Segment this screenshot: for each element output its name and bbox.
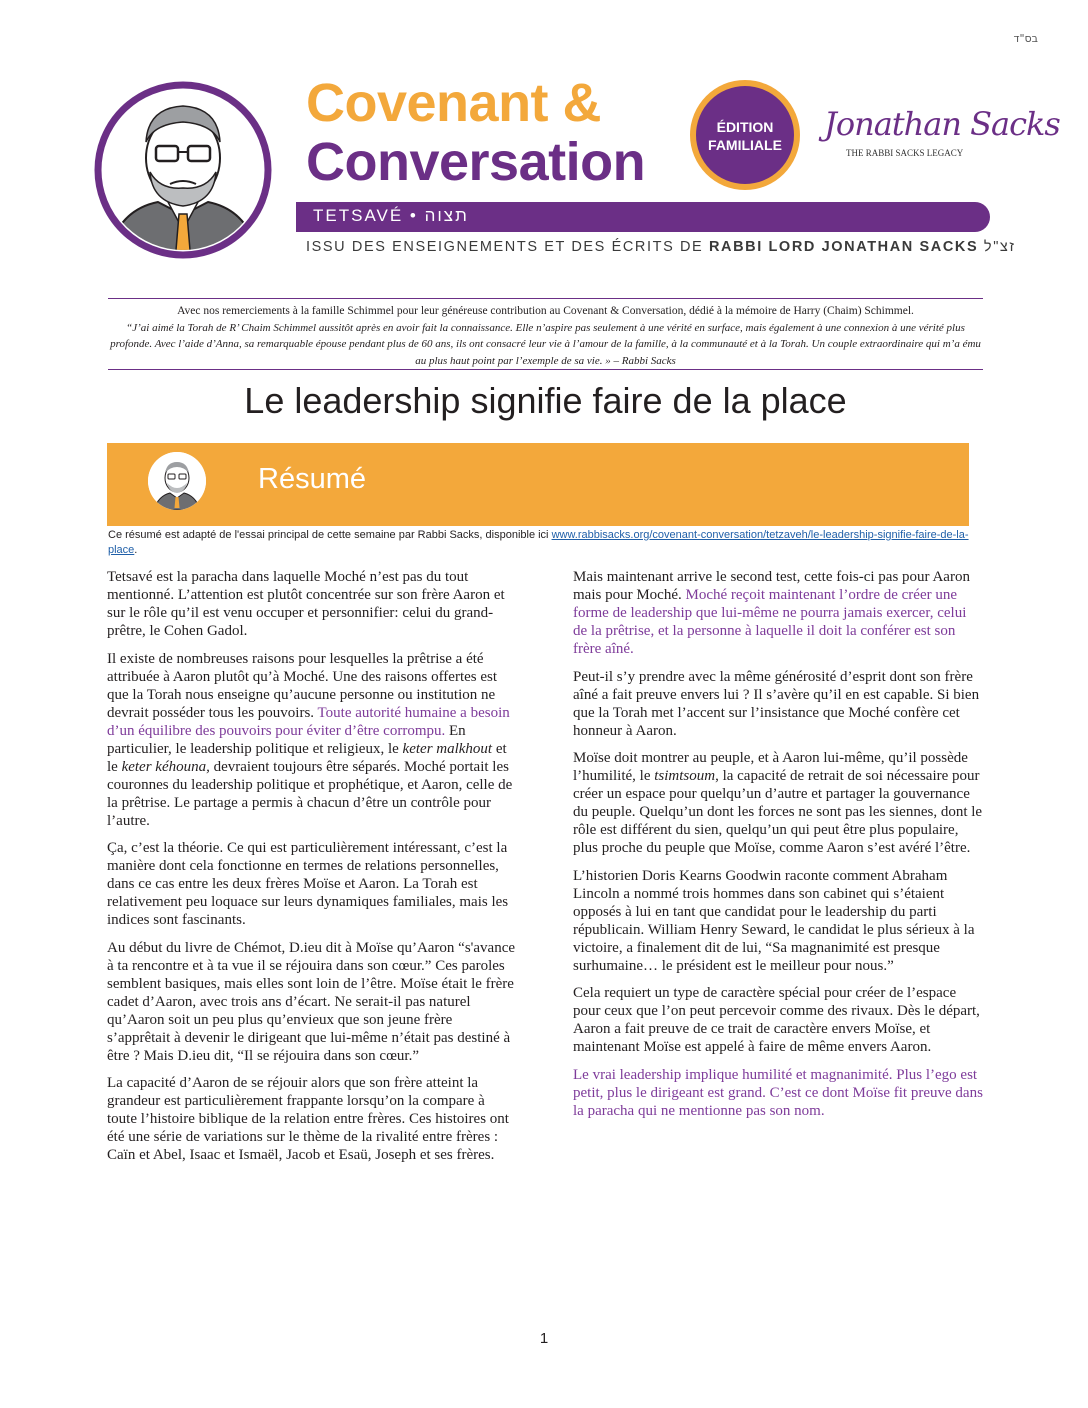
dedication-block — [108, 303, 983, 369]
badge-line2: FAMILIALE — [708, 137, 782, 153]
signature-logo: Jonathan Sacks — [824, 105, 1060, 143]
dedication-bottom-rule — [108, 369, 983, 370]
italic-term: keter kéhouna, — [121, 758, 210, 775]
paragraph: Peut-il s’y prendre avec la même générosité d’esprit dont son frère aîné a fait preuve envers lui ? Il s’avère qu’il en est capable. Si bien que la Torah met l’accent sur l’insistance que Moché confère cet honneur à Aaron. — [573, 668, 980, 739]
paragraph-text: Il existe de nombreuses raisons pour lesquelles la prêtrise a été attribuée à Aaron plutôt qu’à Moché. Une des raisons offertes est que la Torah nous enseigne qu’aucune personne ou institution ne devrait posséder tous les pouvoirs. — [107, 650, 498, 721]
paragraph-text: , la capacité de retrait de soi nécessaire pour créer un espace pour quelqu’un d’autre et partager la gouvernance du peuple. Quelqu’un dont les forces ne sont pas les siennes, dont le rôle est différent du sien, quelqu’un qui peut être plus populaire, plus proche du peuple que Moïse, comme Aaron s’est avéré l’être. — [573, 768, 983, 856]
paragraph — [573, 568, 983, 658]
summary-banner — [107, 443, 969, 526]
parasha-name: TETSAVÉ • תצוה — [313, 206, 469, 225]
paragraph: Ça, c’est la théorie. Ce qui est particulièrement intéressant, c’est la manière dont cela fonctionne en termes de relations personnelles, dans ce cas entre les deux frères Moïse et Aaron. La Torah est relativement peu loquace sur leurs dynamiques familiales, mais les indices sont fascinants. — [107, 840, 509, 928]
subtitle-prefix: ISSU DES ENSEIGNEMENTS ET DES ÉCRITS DE — [306, 239, 709, 255]
paragraph: Tetsavé est la paracha dans laquelle Moché n’est pas du tout mentionné. L’attention est plutôt concentrée sur son frère Aaron et sur le rôle qu’il est venu occuper et personnifier: celui du grand-prêtre, le Cohen Gadol. — [107, 569, 505, 639]
article-headline: Le leadership signifie faire de la place — [244, 380, 847, 421]
dedication-quote: “J’ai aimé la Torah de R’ Chaim Schimmel aussitôt après en avoir fait la connaissance. Elle n’aspire pas seulement à une vérité en surface, mais également à une connexion à une vérité plus profonde. Avec l’aide d’Anna, sa remarquable épouse pendant plus de 60 ans, ils ont consacré leur vie à l’amour de la famille, à la communauté et à la Torah. Un couple extraordinaire qui m’a ému au plus haut point par l’exemple de sa vie. » – Rabbi Sacks — [110, 321, 981, 367]
badge-line1: ÉDITION — [716, 119, 774, 135]
article-column-right — [573, 568, 983, 1129]
summary-note-text: Ce résumé est adapté de l'essai principal de cette semaine par Rabbi Sacks, disponible ici — [108, 529, 552, 541]
dedication-line: Avec nos remerciements à la famille Schimmel pour leur généreuse contribution au Covenant & Conversation, dédié à la mémoire de Harry (Chaim) Schimmel. — [177, 305, 914, 317]
page-number: 1 — [539, 1330, 549, 1347]
subtitle-honorific: זצ"ל — [978, 239, 1016, 255]
summary-avatar — [148, 452, 206, 510]
paragraph-text: et le — [107, 740, 507, 775]
highlighted-paragraph: Le vrai leadership implique humilité et magnanimité. Plus l’ego est petit, plus le dirigeant est grand. C’est ce dont Moïse fit preuve dans la paracha qui ne mentionne pas son nom. — [573, 1066, 983, 1119]
paragraph-text: devraient toujours être séparés. Moché portait les couronnes du leadership politique et prophétique, et Aaron, celle de la prêtrise. Le partage a permis à chacun d’être un contrôle pour l’autre. — [107, 758, 513, 829]
paragraph — [107, 650, 517, 830]
paragraph-text: Mais maintenant arrive le second test, cette fois-ci pas pour Aaron mais pour Moché. — [573, 569, 970, 603]
article-column-left — [107, 568, 517, 1174]
paragraph: Au début du livre de Chémot, D.ieu dit à Moïse qu’Aaron “s'avance à ta rencontre et à ta vue il se réjouira dans son cœur.” Ces paroles semblent basiques, mais elles sont loin de l’être. Moïse était le frère cadet d’Aaron, avec trois ans d’écart. Ne serait-il pas naturel qu’Aaron soit un peu plus qu’envieux que son jeune frère s’apprêtait à devenir le dirigeant que lui-même n’était pas destiné à être ? Mais D.ieu dit, “Il se réjouira dans son cœur.” — [107, 939, 516, 1064]
rabbi-portrait-illustration — [88, 80, 278, 260]
subtitle-author: RABBI LORD JONATHAN SACKS — [708, 239, 979, 255]
italic-term: tsimtsoum — [654, 768, 716, 784]
italic-term: keter malkhout — [402, 740, 493, 757]
paragraph: La capacité d’Aaron de se réjouir alors que son frère atteint la grandeur est particulièrement frappante lorsqu’on la compare à toute l’histoire biblique de la relation entre frères. Ces histoires ont été une série de variations sur le thème de la rivalité entre frères : Caïn et Abel, Isaac et Ismaël, Jacob et Esaü, Joseph et ses frères. — [107, 1075, 509, 1163]
legacy-label: THE RABBI SACKS LEGACY — [846, 148, 964, 158]
summary-source-note — [108, 528, 978, 558]
paragraph: Cela requiert un type de caractère spécial pour créer de l’espace pour ceux que l’on peut percevoir comme des rivaux. Dès le départ, Aaron a fait preuve de ce trait de caractère envers Moïse, et maintenant Moïse est appelé à faire de même envers Aaron. — [573, 985, 980, 1055]
masthead-title-line2: Conversation — [306, 132, 646, 192]
paragraph-text: En particulier, le leadership politique et religieux, le — [107, 722, 466, 757]
bsd-mark: בס"ד — [1013, 32, 1038, 45]
summary-heading: Résumé — [258, 463, 366, 495]
summary-source-link[interactable]: www.rabbisacks.org/covenant-conversation/tetzaveh/le-leadership-signifie-faire-de-la-place — [108, 529, 969, 556]
highlighted-text: Toute autorité humaine a besoin d’un équilibre des pouvoirs pour éviter d’être corrompu. — [107, 704, 510, 739]
masthead-subtitle — [306, 239, 1016, 255]
paragraph: L’historien Doris Kearns Goodwin raconte comment Abraham Lincoln a nommé trois hommes dans son cabinet qui s’étaient opposés à lui en tant que candidat pour le leadership du parti républicain. William Henry Seward, le candidat le plus sérieux à la victoire, a finalement dit de lui, “Sa magnanimité est presque surhumaine… le président est le meilleur pour nous.” — [573, 867, 975, 974]
family-edition-badge — [687, 77, 803, 193]
dedication-top-rule — [108, 298, 983, 299]
paragraph-text: Moïse doit montrer au peuple, et à Aaron lui-même, qu’il possède l’humilité, le — [573, 750, 968, 784]
masthead-title-line1: Covenant & — [306, 73, 602, 133]
highlighted-text: Moché reçoit maintenant l’ordre de créer une forme de leadership que lui-même ne pourra jamais exercer, celui de la prêtrise, et la personne à laquelle il doit la conférer est son frère aîné. — [573, 587, 967, 657]
paragraph — [573, 749, 983, 857]
summary-note-end: . — [134, 544, 138, 556]
